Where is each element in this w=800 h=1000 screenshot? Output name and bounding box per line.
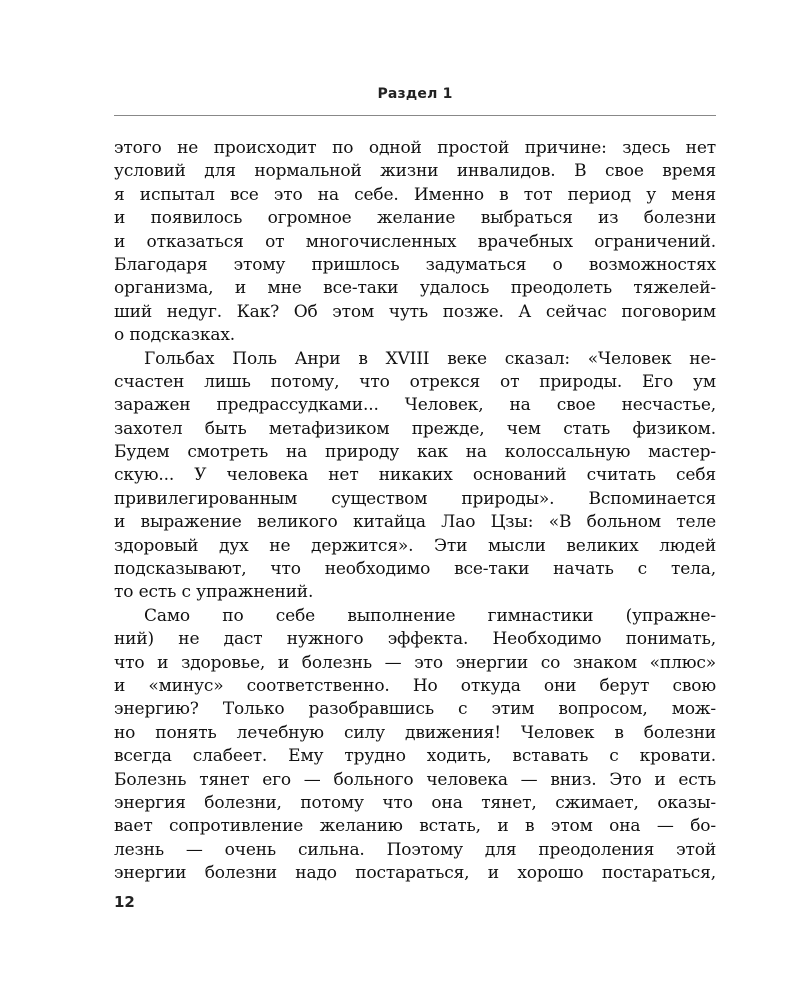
text-line: Будем смотреть на природу как на колоссальную мастер- [114,442,716,463]
header-rule [114,115,716,116]
text-line: и выражение великого китайца Лао Цзы: «В больном теле [114,512,716,533]
text-line: о подсказках. [114,325,236,346]
text-line: Болезнь тянет его — больного человека — вниз. Это и есть [114,769,716,790]
text-line: Гольбах Поль Анри в XVIII веке сказал: «Человек не- [144,348,716,369]
text-line: Благодаря этому пришлось задуматься о возможностях [114,254,716,275]
text-line: этого не происходит по одной простой причине: здесь нет [114,138,716,158]
text-line: всегда слабеет. Ему трудно ходить, вставать с кровати. [114,746,716,767]
text-line: ший недуг. Как? Об этом чуть позже. А сейчас поговорим [114,301,716,322]
text-line: вает сопротивление желанию встать, и в этом она — бо- [114,816,716,837]
text-line: захотел быть метафизиком прежде, чем стать физиком. [114,418,716,439]
text-line: организма, и мне все-таки удалось преодолеть тяжелей- [114,278,716,299]
text-line: энергии болезни надо постараться, и хорошо постараться, [114,863,716,884]
text-line: условий для нормальной жизни инвалидов. В свое время [114,161,716,182]
text-line: и отказаться от многочисленных врачебных ограничений. [114,231,716,252]
text-line: и появилось огромное желание выбраться из болезни [114,208,716,229]
text-line: привилегированным существом природы». Вспоминается [114,488,716,509]
text-line: энергию? Только разобравшись с этим вопросом, мож- [114,699,716,720]
text-line: подсказывают, что необходимо все-таки начать с тела, [114,559,716,580]
text-line: энергия болезни, потому что она тянет, сжимает, оказы- [114,792,716,813]
text-line: счастен лишь потому, что отрекся от природы. Его ум [114,371,716,392]
text-line: скую... У человека нет никаких оснований считать себя [114,465,716,486]
text-line: Само по себе выполнение гимнастики (упражне- [144,605,716,626]
text-line: и «минус» соответственно. Но откуда они берут свою [114,675,716,696]
running-header: Раздел 1 [377,86,453,102]
text-line: здоровый дух не держится». Эти мысли великих людей [114,535,716,556]
body-text [114,137,716,886]
text-line: что и здоровье, и болезнь — это энергии со знаком «плюс» [114,652,716,673]
text-line: заражен предрассудками... Человек, на свое несчастье, [114,395,716,416]
text-line: но понять лечебную силу движения! Человек в болезни [114,722,716,743]
text-line: я испытал все это на себе. Именно в тот период у меня [114,184,716,205]
text-line: лезнь — очень сильна. Поэтому для преодоления этой [114,839,716,860]
text-line: то есть с упражнений. [114,582,314,603]
page-number: 12 [114,893,135,911]
text-line: ний) не даст нужного эффекта. Необходимо понимать, [114,629,716,650]
